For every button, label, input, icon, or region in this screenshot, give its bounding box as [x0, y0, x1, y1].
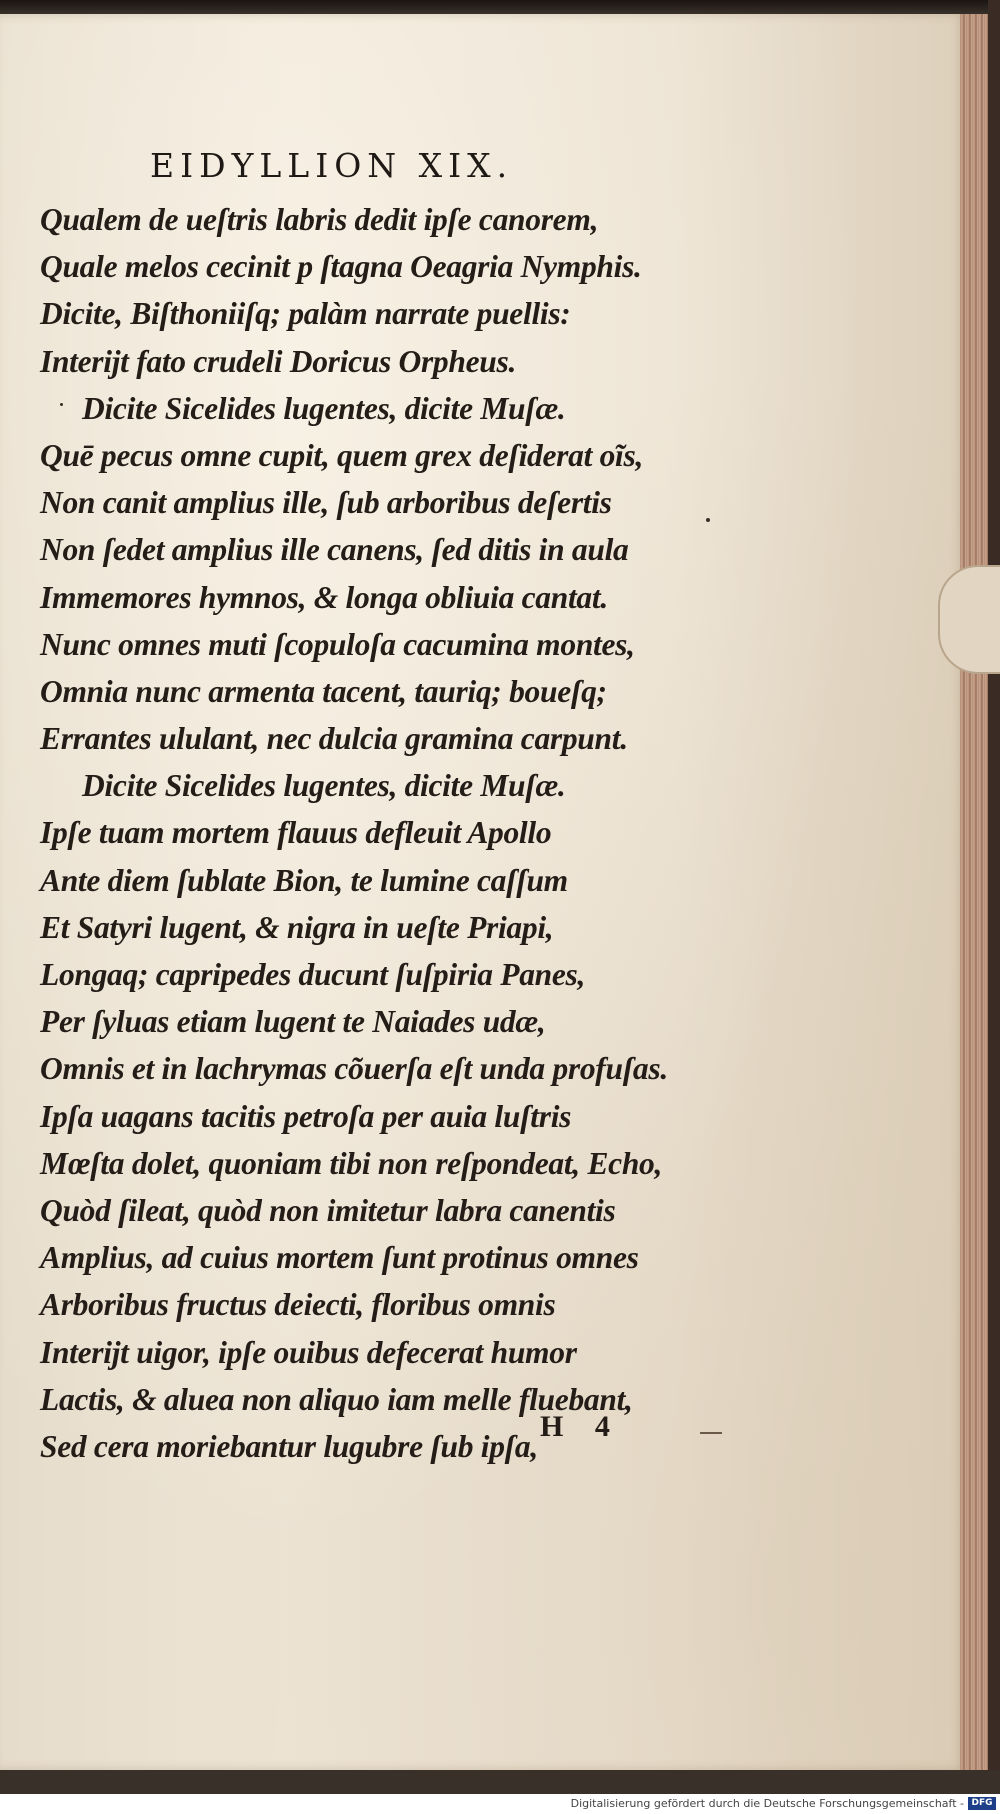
clasp-tab	[938, 565, 1000, 674]
verse-line: Interijt uigor, ipſe ouibus defecerat humor	[40, 1334, 577, 1370]
verse-line: Lactis, & aluea non aliquo iam melle fluebant,	[40, 1381, 633, 1417]
verse-line: Dicite, Biſthoniiſq; palàm narrate puellis:	[40, 296, 571, 332]
verse-line: Omnis et in lachrymas cõuerſa eſt unda profuſas.	[40, 1051, 668, 1087]
verse-line: Non ſedet amplius ille canens, ſed ditis in aula	[40, 532, 629, 568]
stray-mark	[700, 1432, 722, 1434]
verse-block	[40, 196, 668, 1470]
verse-line: Quale melos cecinit p ſtagna Oeagria Nymphis.	[40, 249, 642, 285]
verse-line: Arboribus fructus deiecti, floribus omnis	[40, 1287, 556, 1323]
ink-speck	[706, 518, 710, 522]
funding-credit: Digitalisierung gefördert durch die Deutsche Forschungsgemeinschaft -	[570, 1797, 964, 1810]
dfg-logo: DFG	[968, 1797, 996, 1810]
verse-line: Ipſe tuam mortem flauus defleuit Apollo	[40, 815, 552, 851]
verse-line: Longaq; capripedes ducunt ſuſpiria Panes,	[40, 957, 586, 992]
verse-line: Sed cera moriebantur lugubre ſub ipſa,	[40, 1428, 538, 1464]
verse-line: Immemores hymnos, & longa obliuia cantat.	[40, 579, 608, 615]
verse-line: Mœſta dolet, quoniam tibi non reſpondeat, Echo,	[40, 1145, 663, 1181]
verse-line: Errantes ululant, nec dulcia gramina carpunt.	[40, 721, 628, 757]
binding-edge	[988, 0, 1000, 1814]
verse-line: Nunc omnes muti ſcopuloſa cacumina montes,	[40, 626, 635, 662]
verse-line: Et Satyri lugent, & nigra in ueſte Priapi,	[40, 909, 554, 945]
verse-line: Per ſyluas etiam lugent te Naiades udæ,	[40, 1004, 546, 1040]
refrain-line: Dicite Sicelides lugentes, dicite Muſæ.	[82, 768, 566, 804]
running-head: EIDYLLION XIX.	[150, 146, 514, 185]
refrain-line: Dicite Sicelides lugentes, dicite Muſæ.	[82, 390, 566, 426]
verse-line: Non canit amplius ille, ſub arboribus deſertis	[40, 485, 612, 521]
verse-line: Amplius, ad cuius mortem ſunt protinus omnes	[40, 1240, 639, 1276]
verse-line: Ante diem ſublate Bion, te lumine caſſum	[40, 862, 568, 898]
verse-line: Interijt fato crudeli Doricus Orpheus.	[40, 343, 517, 379]
verse-line: Quòd ſileat, quòd non imitetur labra canentis	[40, 1192, 616, 1228]
scan-bottom-edge	[0, 1770, 1000, 1794]
page-edges	[960, 14, 988, 1770]
verse-line: Quē pecus omne cupit, quem grex deſiderat oĩs,	[40, 437, 644, 473]
ink-speck	[60, 403, 63, 406]
signature-mark: H 4	[540, 1410, 610, 1443]
verse-line: Qualem de ueſtris labris dedit ipſe canorem,	[40, 202, 599, 237]
verse-line: Omnia nunc armenta tacent, tauriq; boueſq;	[40, 673, 607, 709]
verse-line: Ipſa uagans tacitis petroſa per auia luſtris	[40, 1098, 572, 1134]
